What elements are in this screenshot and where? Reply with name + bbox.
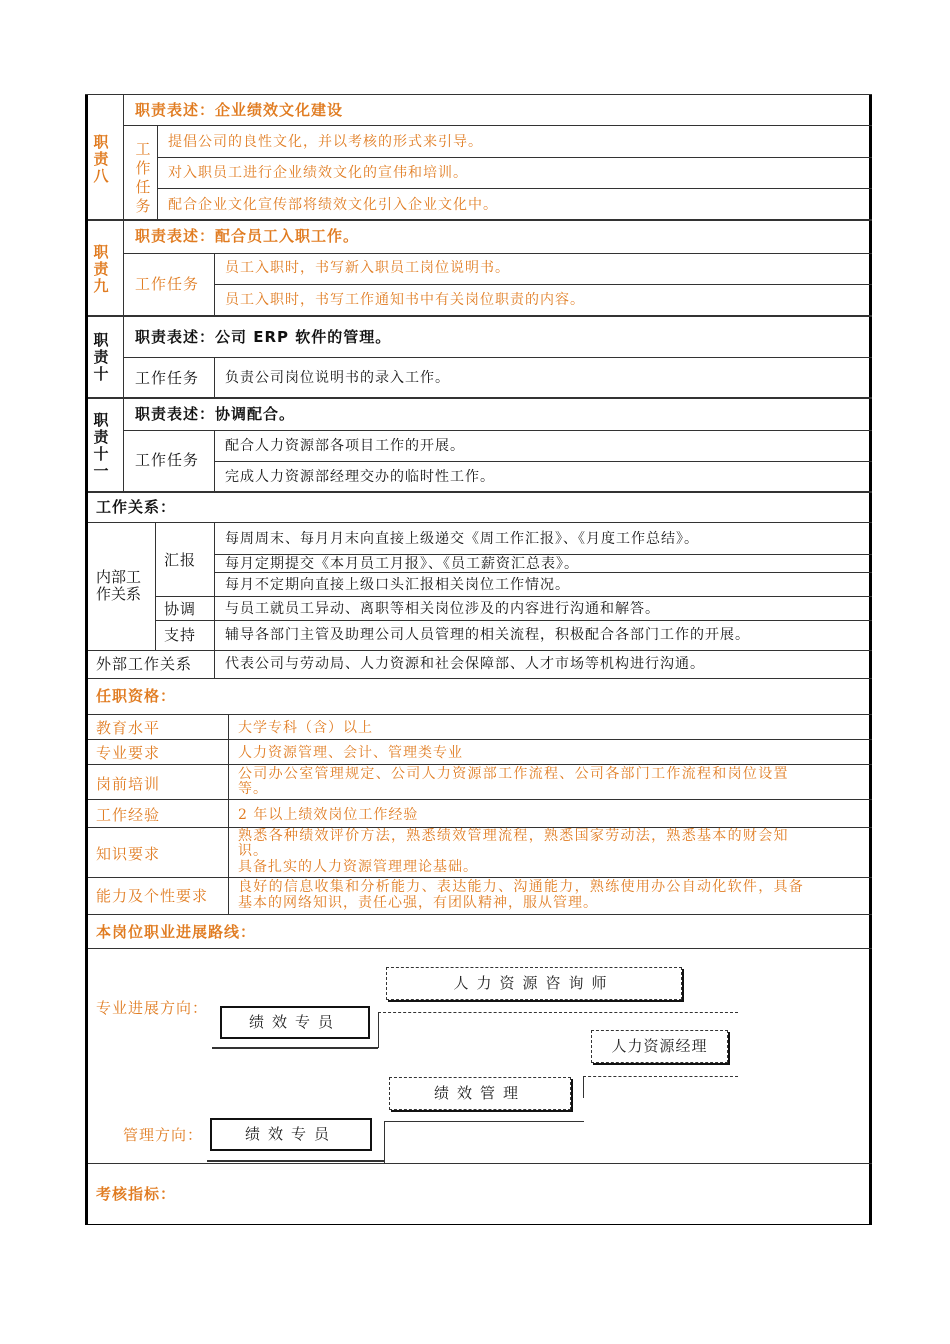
qual-value-6-line-2: 基本的网络知识，责任心强，有团队精神，服从管理。: [238, 895, 598, 911]
duty8-statement: 职责表述：企业绩效文化建设: [135, 101, 344, 119]
duty9-task-1: 员工入职时，书写新入职员工岗位说明书。: [225, 260, 510, 276]
qual-value-3-line-1: 公司办公室管理规定、公司人力资源部工作流程、公司各部门工作流程和岗位设置: [238, 766, 789, 782]
coordinate-label: 协调: [164, 600, 197, 618]
duty10-task-label: 工作任务: [135, 369, 200, 387]
duty9-statement: 职责表述：配合员工入职工作。: [135, 227, 360, 245]
duty8-task-3: 配合企业文化宣传部将绩效文化引入企业文化中。: [168, 197, 498, 213]
qual-label-6: 能力及个性要求: [96, 887, 209, 905]
duty9-task-2: 员工入职时，书写工作通知书中有关岗位职责的内容。: [225, 292, 585, 308]
duty8-task-label: 工作任务: [135, 140, 151, 215]
management-mid-box: 绩效管理: [389, 1077, 571, 1110]
support-label: 支持: [164, 626, 197, 644]
duty10-statement: 职责表述：公司 ERP 软件的管理。: [135, 328, 392, 346]
duty9-task-label: 工作任务: [135, 275, 200, 293]
qual-label-2: 专业要求: [96, 744, 161, 762]
duty11-statement: 职责表述：协调配合。: [135, 405, 296, 423]
duty11-label: 职责十一: [93, 411, 109, 480]
support-text: 辅导各部门主管及助理公司人员管理的相关流程，积极配合各部门工作的开展。: [225, 627, 750, 643]
report-label: 汇报: [164, 551, 197, 569]
job-description-sheet: [85, 94, 872, 1225]
duty11-task-label: 工作任务: [135, 451, 200, 469]
management-direction-label: 管理方向：: [123, 1126, 204, 1144]
duty11-task-1: 配合人力资源部各项目工作的开展。: [225, 438, 465, 454]
report-item-2: 每月定期提交《本月员工月报》、《员工薪资汇总表》。: [225, 556, 579, 572]
professional-direction-label: 专业进展方向：: [96, 999, 209, 1017]
qual-value-6-line-1: 良好的信息收集和分析能力、表达能力、沟通能力，熟练使用办公自动化软件，具备: [238, 879, 805, 895]
duty8-task-2: 对入职员工进行企业绩效文化的宣伟和培训。: [168, 165, 468, 181]
qual-value-1: 大学专科（含）以上: [238, 720, 373, 736]
duty10-label: 职责十: [93, 331, 109, 383]
report-item-3: 每月不定期向直接上级口头汇报相关岗位工作情况。: [225, 577, 570, 593]
internal-relations-label: 内部工作关系: [96, 568, 142, 603]
coordinate-text: 与员工就员工异动、离职等相关岗位涉及的内容进行沟通和解答。: [225, 601, 660, 617]
external-relations-text: 代表公司与劳动局、人力资源和社会保障部、人才市场等机构进行沟通。: [225, 656, 705, 672]
management-top-box: 人力资源经理: [591, 1030, 728, 1063]
qualifications-title: 任职资格：: [96, 687, 177, 705]
report-item-1: 每周周末、每月月末向直接上级递交《周工作汇报》、《月度工作总结》。: [225, 531, 699, 547]
qual-label-5: 知识要求: [96, 845, 161, 863]
professional-start-box: 绩效专员: [220, 1006, 370, 1039]
qual-label-3: 岗前培训: [96, 775, 161, 793]
qual-label-1: 教育水平: [96, 719, 161, 737]
duty8-task-1: 提倡公司的良性文化，并以考核的形式来引导。: [168, 134, 483, 150]
qual-label-4: 工作经验: [96, 806, 161, 824]
duty11-task-2: 完成人力资源部经理交办的临时性工作。: [225, 469, 495, 485]
qual-value-2: 人力资源管理、会计、管理类专业: [238, 745, 463, 761]
qual-value-5-line-1: 熟悉各种绩效评价方法，熟悉绩效管理流程，熟悉国家劳动法，熟悉基本的财会知: [238, 828, 789, 844]
duty10-task-1: 负责公司岗位说明书的录入工作。: [225, 370, 450, 386]
professional-next-box: 人力资源咨询师: [386, 967, 682, 1000]
duty9-label: 职责九: [93, 243, 109, 295]
career-title: 本岗位职业进展路线：: [96, 923, 257, 941]
qual-value-5-line-3: 具备扎实的人力资源管理理论基础。: [238, 859, 478, 875]
qual-value-3-line-2: 等。: [238, 781, 268, 797]
relations-title: 工作关系：: [96, 498, 177, 516]
external-relations-label: 外部工作关系: [96, 655, 193, 673]
duty8-label: 职责八: [93, 133, 109, 185]
qual-value-4: 2 年以上绩效岗位工作经验: [238, 807, 419, 823]
assessment-title: 考核指标：: [96, 1185, 177, 1203]
management-start-box: 绩效专员: [210, 1118, 372, 1151]
qual-value-5-line-2: 识。: [238, 843, 268, 859]
